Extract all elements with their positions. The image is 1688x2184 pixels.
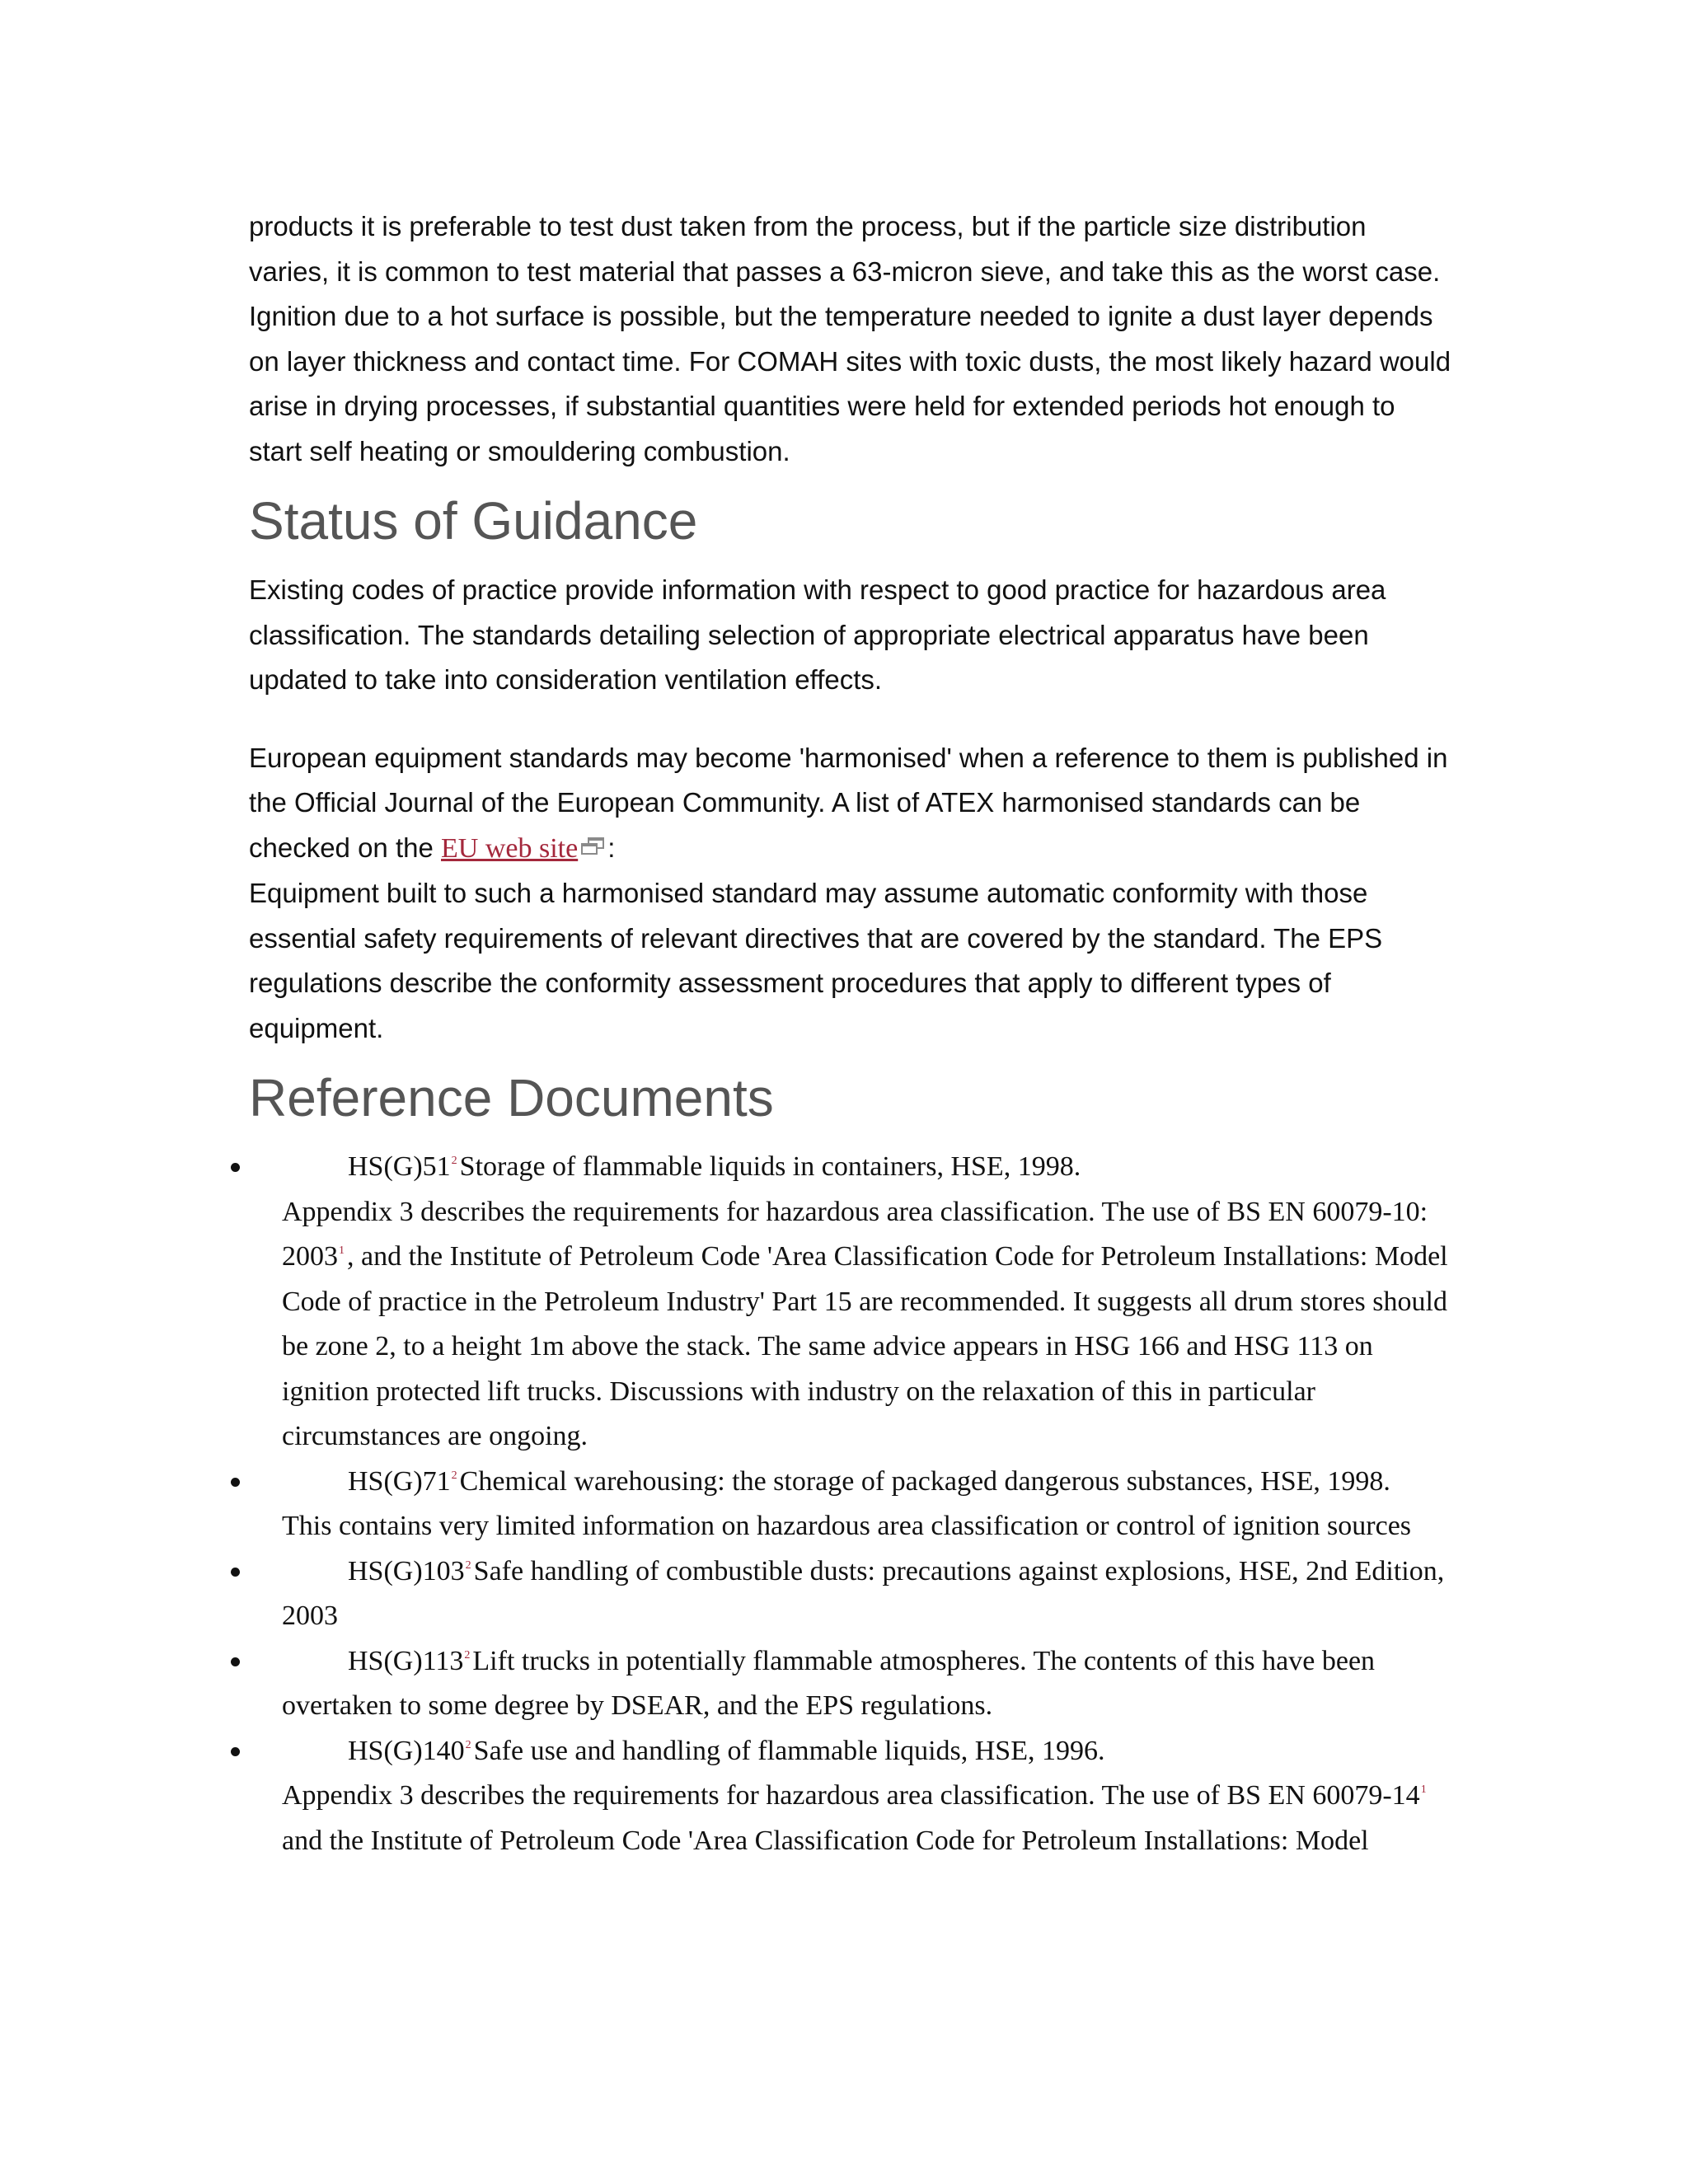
status-text — [249, 568, 1452, 1051]
reference-heading-line — [249, 1729, 1452, 1774]
footnote-link[interactable]: 1 — [339, 1244, 345, 1257]
intro-paragraph-2: Ignition due to a hot surface is possible, but the temperature needed to ignite a dust layer depends on layer thickness and contact time. For COMAH sites with toxic dusts, the most likely hazard would arise in drying processes, if substantial quantities were held for extended periods hot enough to start self heating or smouldering combustion. — [249, 301, 1451, 466]
bullet-icon — [231, 1657, 240, 1666]
reference-title: Safe use and handling of flammable liquids, HSE, 1996. — [473, 1735, 1105, 1766]
footnote-link[interactable]: 2 — [451, 1469, 457, 1482]
references-heading: Reference Documents — [249, 1068, 774, 1127]
reference-description — [249, 1774, 1452, 1863]
reference-description-text: This contains very limited information on hazardous area classification or control of ignition sources — [282, 1511, 1412, 1541]
reference-heading-line — [249, 1145, 1452, 1190]
reference-description-text-cont: and the Institute of Petroleum Code 'Area Classification Code for Petroleum Installations: Model — [282, 1825, 1369, 1856]
eu-web-site-link[interactable] — [441, 833, 607, 864]
footnote-link[interactable]: 1 — [1420, 1783, 1427, 1796]
reference-code: HS(G)140 — [348, 1735, 465, 1766]
reference-title: Chemical warehousing: the storage of packaged dangerous substances, HSE, 1998. — [459, 1465, 1390, 1497]
bullet-icon — [231, 1478, 240, 1487]
reference-description — [249, 1190, 1452, 1460]
reference-description-text-cont: , and the Institute of Petroleum Code 'Area Classification Code for Petroleum Installations: Model Code of practice in the Petroleum Industry' Part 15 are recommended. It suggests all drum stores should be zone 2, to a height 1m above the stack. The same advice appears in HSG 166 and HSG 113 on ignition protected lift trucks. Discussions with industry on the relaxation of this in particular circumstances are ongoing. — [282, 1241, 1448, 1451]
bullet-icon — [231, 1163, 240, 1172]
reference-code: HS(G)71 — [348, 1465, 451, 1497]
document-content — [249, 204, 1452, 1863]
status-paragraph-2-text: European equipment standards may become 'harmonised' when a reference to them is published in the Official Journal of the European Community. A list of ATEX harmonised standards can be checked on the — [249, 742, 1448, 863]
status-paragraph-2 — [249, 736, 1452, 872]
reference-description-text: Appendix 3 describes the requirements for hazardous area classification. The use of BS EN 60079-10: 2003 — [282, 1196, 1428, 1272]
reference-heading-line — [249, 1639, 1452, 1729]
intro-paragraph-1: products it is preferable to test dust taken from the process, but if the particle size distribution varies, it is common to test material that passes a 63-micron sieve, and take this as the worst case. — [249, 211, 1441, 287]
footnote-link[interactable]: 2 — [451, 1155, 457, 1167]
reference-code: HS(G)103 — [348, 1555, 465, 1586]
external-window-icon[interactable] — [581, 837, 606, 855]
reference-description — [249, 1504, 1452, 1549]
reference-list — [249, 1145, 1452, 1863]
reference-heading-line — [249, 1460, 1452, 1505]
status-paragraph-2-end: : — [607, 832, 616, 863]
reference-title: Lift trucks in potentially flammable atmospheres. The contents of this have been overtaken to some degree by DSEAR, and the EPS regulations. — [282, 1645, 1376, 1721]
reference-title: Safe handling of combustible dusts: precautions against explosions, HSE, 2nd Edition, 2003 — [282, 1555, 1445, 1631]
reference-item — [249, 1549, 1452, 1639]
footnote-link[interactable]: 2 — [465, 1738, 471, 1751]
reference-code: HS(G)51 — [348, 1151, 451, 1182]
reference-description-text: Appendix 3 describes the requirements for hazardous area classification. The use of BS EN 60079-14 — [282, 1780, 1420, 1811]
reference-code: HS(G)113 — [348, 1645, 464, 1676]
eu-web-site-link-label[interactable]: EU web site — [441, 832, 579, 864]
reference-title: Storage of flammable liquids in containers, HSE, 1998. — [459, 1151, 1081, 1182]
status-heading: Status of Guidance — [249, 491, 698, 551]
status-paragraph-3: Equipment built to such a harmonised standard may assume automatic conformity with those essential safety requirements of relevant directives that are covered by the standard. The EPS regulations describe the conformity assessment procedures that apply to different types of equipment. — [249, 878, 1383, 1043]
reference-item — [249, 1729, 1452, 1864]
reference-item — [249, 1639, 1452, 1729]
bullet-icon — [231, 1747, 240, 1756]
bullet-icon — [231, 1568, 240, 1577]
footnote-link[interactable]: 2 — [465, 1558, 471, 1572]
reference-item — [249, 1460, 1452, 1549]
status-paragraph-1: Existing codes of practice provide information with respect to good practice for hazardous area classification. The standards detailing selection of appropriate electrical apparatus have been updated to take into consideration ventilation effects. — [249, 574, 1386, 695]
intro-text — [249, 204, 1452, 474]
footnote-link[interactable]: 2 — [464, 1648, 471, 1661]
reference-item — [249, 1145, 1452, 1460]
reference-heading-line — [249, 1549, 1452, 1639]
